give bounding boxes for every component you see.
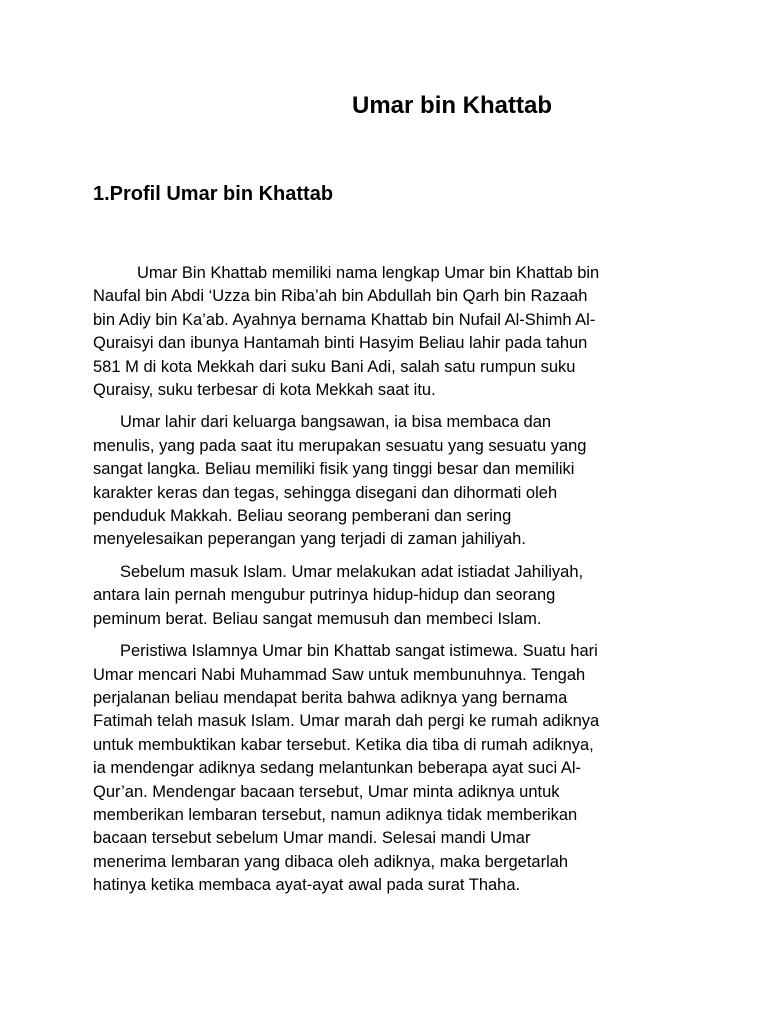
paragraph-line: perjalanan beliau mendapat berita bahwa adiknya yang bernama xyxy=(93,688,568,707)
paragraph-4 xyxy=(93,640,678,897)
paragraph-3 xyxy=(93,561,678,631)
body-text xyxy=(93,262,678,907)
paragraph-line: Umar mencari Nabi Muhammad Saw untuk membunuhnya. Tengah xyxy=(93,665,586,684)
paragraph-line: Qur’an. Mendengar bacaan tersebut, Umar minta adiknya untuk xyxy=(93,782,560,801)
paragraph-line: penduduk Makkah. Beliau seorang pemberani dan sering xyxy=(93,507,512,526)
paragraph-line: menyelesaikan peperangan yang terjadi di zaman jahiliyah. xyxy=(93,530,526,549)
paragraph-line: Peristiwa Islamnya Umar bin Khattab sangat istimewa. Suatu hari xyxy=(120,642,598,661)
paragraph-line: peminum berat. Beliau sangat memusuh dan membeci Islam. xyxy=(93,609,542,628)
paragraph-line: 581 M di kota Mekkah dari suku Bani Adi, salah satu rumpun suku xyxy=(93,357,576,376)
paragraph-line: memberikan lembaran tersebut, namun adiknya tidak memberikan xyxy=(93,805,578,824)
paragraph-line: Umar lahir dari keluarga bangsawan, ia bisa membaca dan xyxy=(120,413,552,432)
paragraph-line: untuk membuktikan kabar tersebut. Ketika dia tiba di rumah adiknya, xyxy=(93,735,594,754)
paragraph-line: menulis, yang pada saat itu merupakan sesuatu yang sesuatu yang xyxy=(93,436,587,455)
paragraph-line: bin Adiy bin Ka’ab. Ayahnya bernama Khattab bin Nufail Al-Shimh Al- xyxy=(93,310,596,329)
paragraph-line: menerima lembaran yang dibaca oleh adiknya, maka bergetarlah xyxy=(93,852,569,871)
paragraph-line: antara lain pernah mengubur putrinya hidup-hidup dan seorang xyxy=(93,586,556,605)
paragraph-line: Quraisy, suku terbesar di kota Mekkah saat itu. xyxy=(93,381,436,400)
document-title: Umar bin Khattab xyxy=(352,92,553,119)
paragraph-1 xyxy=(93,262,678,402)
paragraph-line: Naufal bin Abdi ‘Uzza bin Riba’ah bin Abdullah bin Qarh bin Razaah xyxy=(93,287,588,306)
section-heading: 1.Profil Umar bin Khattab xyxy=(93,183,334,205)
paragraph-line: karakter keras dan tegas, sehingga disegani dan dihormati oleh xyxy=(93,483,558,502)
paragraph-line: bacaan tersebut sebelum Umar mandi. Selesai mandi Umar xyxy=(93,829,531,848)
paragraph-line: Umar Bin Khattab memiliki nama lengkap Umar bin Khattab bin xyxy=(137,264,600,282)
paragraph-line: Sebelum masuk Islam. Umar melakukan adat istiadat Jahiliyah, xyxy=(120,562,584,581)
paragraph-line: ia mendengar adiknya sedang melantunkan beberapa ayat suci Al- xyxy=(93,759,581,778)
paragraph-line: Quraisyi dan ibunya Hantamah binti Hasyim Beliau lahir pada tahun xyxy=(93,334,588,353)
paragraph-2 xyxy=(93,411,678,551)
paragraph-line: sangat langka. Beliau memiliki fisik yang tinggi besar dan memiliki xyxy=(93,460,575,479)
paragraph-line: hatinya ketika membaca ayat-ayat awal pada surat Thaha. xyxy=(93,876,521,895)
paragraph-line: Fatimah telah masuk Islam. Umar marah dah pergi ke rumah adiknya xyxy=(93,712,600,731)
